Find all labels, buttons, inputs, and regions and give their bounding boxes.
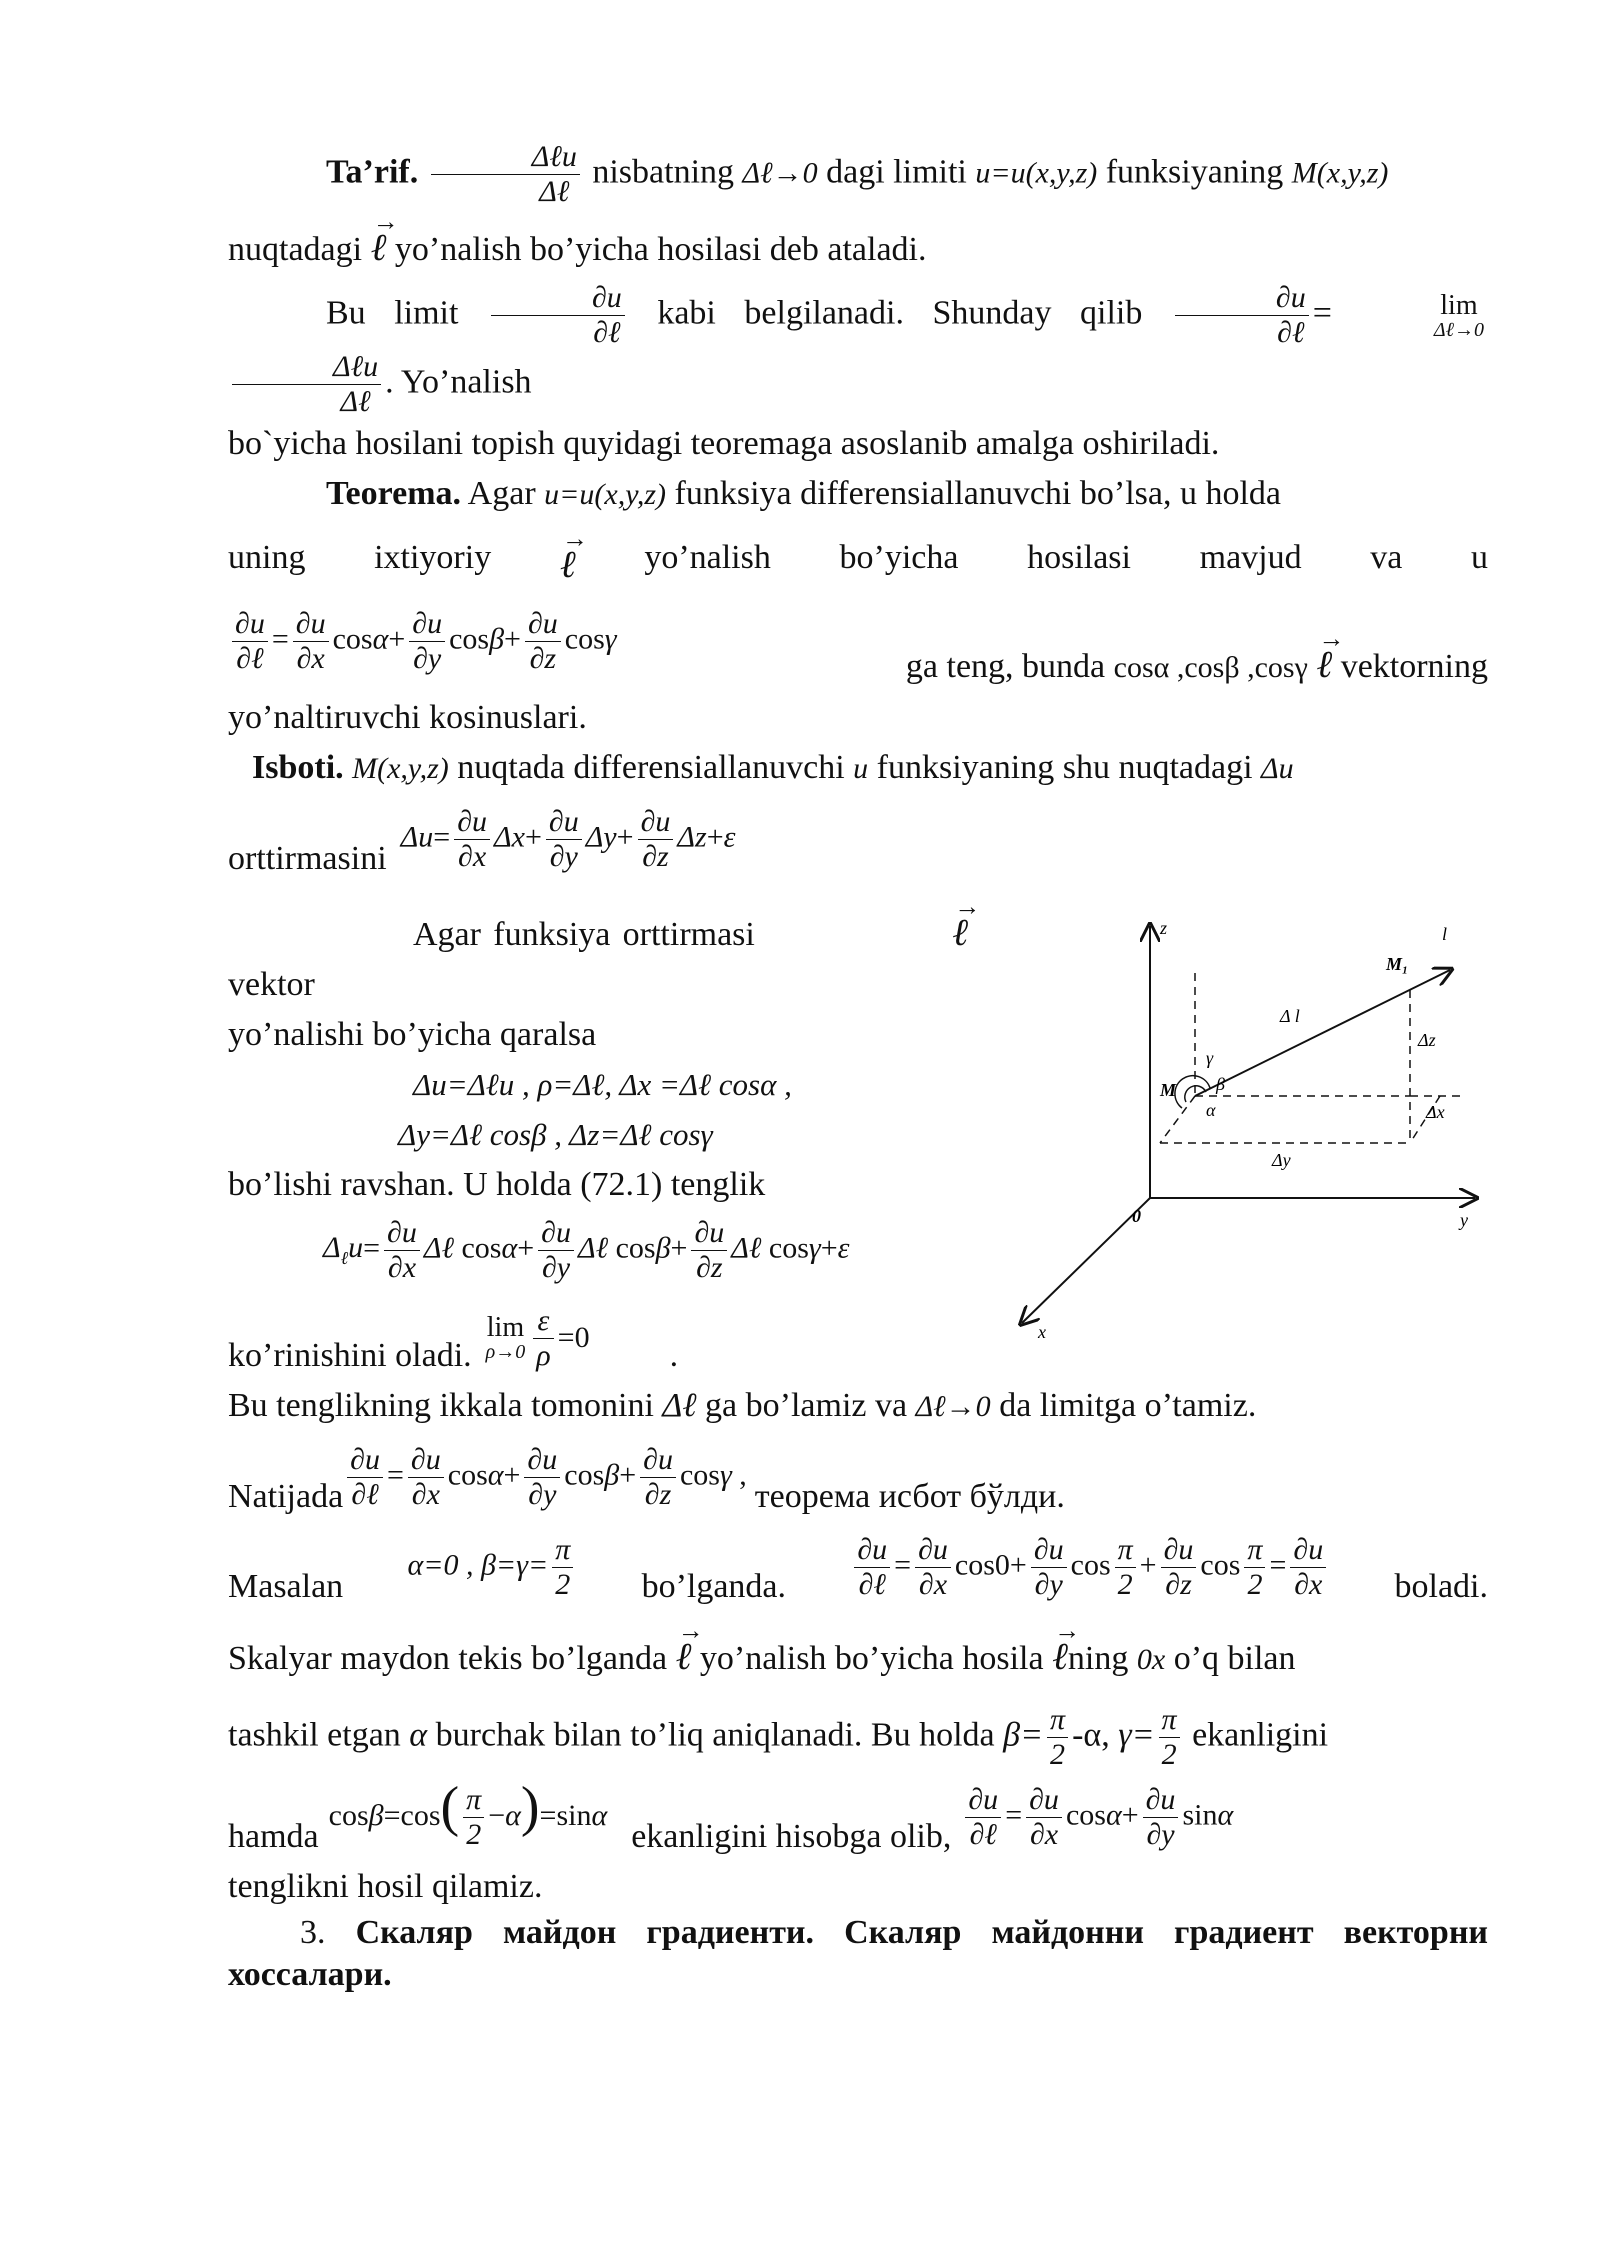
agar-text-4: bo’lishi ravshan. U holda (72.1) tenglik	[228, 1166, 766, 1203]
agar-eq-2: Δy=Δℓ cosβ , Δz=Δℓ cosγ	[398, 1117, 713, 1152]
alpha-label: α	[1206, 1100, 1216, 1120]
tarif-line-2	[228, 209, 1488, 275]
bu-limit-paragraph: Bu limit $\frac{\partial u}{\text{∂ℓ}}$ kabi belgilanadi. Shunday qilib $\frac{\partial u}{\text{∂ℓ}}$ = lim Δℓ→0 $\frac{\text{Δℓu}}{\text{Δℓ}}$ . Yo’nalish	[228, 281, 1488, 419]
teorema-formula-line	[228, 590, 1488, 693]
bu-text-2: ga bo’lamiz va	[705, 1387, 908, 1424]
word-yonalish: yo’nalish	[644, 539, 771, 576]
isboti-u: u	[853, 752, 869, 785]
isboti-point: M(x,y,z)	[352, 752, 449, 785]
skalyar-text-9: ekanligini hisobga olib,	[631, 1818, 952, 1855]
bu-tenglik-paragraph	[228, 1381, 1488, 1432]
teorema-text-2: funksiya differensiallanuvchi bo’lsa, u holda	[674, 475, 1282, 512]
teorema-line-4	[228, 693, 1488, 743]
bu-limit-text-4: bo`yicha hosilani topish quyidagi teoremaga asoslanib amalga oshiriladi.	[228, 425, 1220, 462]
z-label: z	[1160, 918, 1168, 938]
ratio-fraction: $\frac{\text{Δℓu}}{\text{Δℓ}}$	[431, 140, 580, 209]
skalyar-text-7: -α,	[1072, 1716, 1110, 1754]
tarif-paragraph	[228, 140, 1488, 209]
direction-figure	[1010, 918, 1480, 1348]
isboti-label: Isboti.	[252, 749, 344, 786]
tarif-label: Ta’rif.	[326, 153, 419, 191]
teorema-text-5: yo’naltiruvchi kosinuslari.	[228, 699, 587, 736]
word-u: u	[1471, 539, 1488, 576]
gamma-symbol: γ=	[1118, 1716, 1155, 1754]
skalyar-line-1	[228, 1618, 1488, 1685]
alpha-symbol: α	[409, 1716, 428, 1754]
bu-text-1: Bu tenglikning ikkala tomonini	[228, 1387, 654, 1424]
dx-label: Δx	[1426, 1102, 1445, 1122]
derivative-fraction: $\frac{\partial u}{\text{∂ℓ}}$	[491, 281, 625, 350]
x-axis	[1022, 1198, 1150, 1323]
teorema-line-2	[228, 526, 1488, 590]
tarif-text-3: funksiyaning	[1105, 153, 1284, 191]
teorema-text-1: Agar	[467, 475, 536, 512]
teorema-text-3: ga teng, bunda	[905, 648, 1106, 685]
bu-cond: Δℓ→0	[915, 1390, 991, 1423]
increment-formula: Δu= $\frac{\partial u}{\partial x}$ Δx+ $\frac{\partial u}{\partial y}$ Δy+ $\frac{\partial u}{\partial z}$ Δz+ε	[400, 804, 736, 873]
limit-symbol: lim Δℓ→0	[1433, 289, 1484, 341]
skalyar-text-4: o’q bilan	[1173, 1640, 1296, 1677]
ratio-fraction-2: $\frac{\text{Δℓu}}{\text{Δℓ}}$	[232, 350, 381, 419]
directional-derivative-formula: $\frac{\partial u}{\text{∂ℓ}}$ = $\frac{\partial u}{\partial x}$ cosα+ $\frac{\partial u}{\partial y}$ cosβ+ $\frac{\partial u}{\partial z}$ cosγ	[228, 607, 617, 676]
isboti-du: Δu	[1261, 752, 1294, 785]
section-number: 3.	[300, 1914, 326, 1951]
tarif-text-2: dagi limiti	[826, 153, 967, 191]
result-formula: $\frac{\partial u}{\text{∂ℓ}}$ = $\frac{\partial u}{\partial x}$ cosα+ $\frac{\partial u}{\partial y}$ cosβ+ $\frac{\partial u}{\partial z}$ cosγ ,	[343, 1443, 747, 1512]
limit-condition: Δℓ→0	[742, 156, 818, 190]
dy-label: Δy	[1272, 1150, 1291, 1170]
agar-eq-1: Δu=Δℓu , ρ=Δℓ, Δx =Δℓ cosα ,	[413, 1067, 792, 1102]
l-vector-symbol: → ℓ	[1316, 626, 1332, 690]
bu-dl: Δℓ	[662, 1387, 697, 1424]
skalyar-text-1: Skalyar maydon tekis bo’lganda	[228, 1640, 668, 1677]
word-ixtiyoriy: ixtiyoriy	[374, 539, 492, 576]
tarif-text-5: yo’nalish bo’yicha hosilasi deb ataladi.	[394, 231, 927, 268]
masalan-formula: $\frac{\partial u}{\text{∂ℓ}}$ = $\frac{\partial u}{\partial x}$ cos0+ $\frac{\partial u}{\partial y}$ cos $\frac{\pi}{2}$ + $\frac{\partial u}{\partial z}$ cos $\frac{\pi}{2}$ = $\frac{\partial u}{\partial x}$	[850, 1533, 1330, 1602]
bu-limit-text-1: Bu limit	[326, 294, 459, 332]
point-expr: M(x,y,z)	[1291, 156, 1389, 190]
axis-label: 0x	[1136, 1643, 1166, 1676]
l-vector-symbol: → ℓ	[371, 209, 387, 273]
skalyar-line-2: tashkil etgan α burchak bilan to’liq aniqlanadi. Bu holda β= $\frac{\pi}{2}$ -α, γ= $\frac{\pi}{2}$ ekanligini	[228, 1703, 1329, 1771]
hamda-label: hamda	[228, 1818, 319, 1855]
planar-formula: $\frac{\partial u}{\text{∂ℓ}}$ = $\frac{\partial u}{\partial x}$ cosα+ $\frac{\partial u}{\partial y}$ sinα	[961, 1783, 1233, 1852]
tarif-text-4: nuqtadagi	[228, 231, 363, 268]
agar-text-1: Agar funksiya orttirmasi	[413, 916, 755, 953]
l-label: l	[1442, 924, 1448, 944]
skalyar-text-8: ekanligini	[1192, 1716, 1329, 1754]
agar-text-3: yo’nalishi bo’yicha qaralsa	[228, 1016, 597, 1053]
function-expr: u=u(x,y,z)	[975, 156, 1098, 190]
bu-text-3: da limitga o’tamiz.	[999, 1387, 1257, 1424]
natijada-line	[228, 1432, 1488, 1522]
l-vector-symbol: → ℓ	[560, 526, 576, 590]
isboti-text-3: orttirmasini	[228, 840, 387, 877]
beta-label: β	[1216, 1074, 1225, 1094]
isboti-paragraph	[228, 743, 1488, 794]
increment-line	[228, 794, 1488, 884]
limit-symbol: lim ρ→0	[485, 1312, 526, 1363]
dl-label: Δ l	[1280, 1006, 1300, 1026]
l-vector-symbol: → ℓ	[676, 1618, 692, 1682]
section-heading	[228, 1912, 1488, 1996]
skalyar-text-3: ning	[1067, 1640, 1129, 1677]
masalan-line	[228, 1522, 1488, 1612]
word-mavjud: mavjud	[1199, 539, 1302, 576]
masalan-text-2: boladi.	[1394, 1568, 1488, 1605]
natijada-label: Natijada	[228, 1478, 344, 1515]
isboti-text-2: funksiyaning shu nuqtadagi	[876, 749, 1253, 786]
agar-text-2: vektor	[228, 966, 315, 1003]
origin-label: 0	[1132, 1206, 1141, 1226]
y-label: y	[1460, 1210, 1468, 1230]
teorema-formula-tail	[906, 626, 1488, 693]
m-label: M	[1160, 1080, 1177, 1100]
skalyar-text-5: tashkil etgan	[228, 1716, 401, 1754]
teorema-text-4: vektorning	[1340, 648, 1488, 685]
bu-limit-text-2: kabi belgilanadi. Shunday qilib	[657, 294, 1143, 332]
beta-symbol: β=	[1003, 1716, 1044, 1754]
agar-line-3	[228, 1160, 968, 1210]
agar-text-5: ko’rinishini oladi.	[228, 1337, 472, 1374]
l-vector-symbol: → ℓ	[767, 894, 968, 958]
section-title: Скаляр майдон градиенти. Скаляр майдонни градиент векторни хоссалари.	[228, 1914, 1489, 1993]
direction-cosines: cosα ,cosβ ,cosγ	[1113, 651, 1308, 684]
cos-beta-formula: cosβ=cos( $\frac{\pi}{2}$ −α)=sinα	[328, 1775, 608, 1852]
isboti-text-1: nuqtada differensiallanuvchi	[457, 749, 845, 786]
derivative-fraction-2: $\frac{\partial u}{\text{∂ℓ}}$	[1175, 281, 1309, 350]
gamma-label: γ	[1206, 1048, 1214, 1068]
x-label: x	[1038, 1322, 1046, 1342]
agar-block	[228, 894, 968, 1381]
word-boyicha: bo’yicha	[839, 539, 959, 576]
skalyar-text-6: burchak bilan to’liq aniqlanadi. Bu holda	[435, 1716, 995, 1754]
l-direction-line	[1195, 970, 1450, 1096]
tarif-text-1: nisbatning	[592, 153, 735, 191]
m1-label: M₁	[1386, 954, 1409, 974]
agar-limit-line: ko’rinishini oladi. lim ρ→0 $\frac{\varepsilon}{\rho}$ =0 .	[228, 1295, 968, 1381]
agar-line-1	[228, 894, 968, 1010]
teorema-function: u=u(x,y,z)	[544, 478, 667, 511]
skalyar-line-4	[228, 1862, 1488, 1912]
l-vector-symbol: → ℓ	[1052, 1618, 1068, 1682]
teorema-paragraph	[228, 469, 1488, 520]
teorema-label: Teorema.	[326, 475, 462, 512]
masalan-condition: α=0 , β=γ= $\frac{\pi}{2}$	[407, 1533, 577, 1602]
dz-label: Δz	[1418, 1030, 1436, 1050]
masalan-label: Masalan	[228, 1568, 344, 1605]
hamda-line	[228, 1772, 1488, 1862]
skalyar-text-2: yo’nalish bo’yicha hosila	[699, 1640, 1044, 1677]
masalan-text-1: bo’lganda.	[641, 1568, 787, 1605]
natijada-text: теорема исбот бўлди.	[754, 1478, 1065, 1515]
word-va: va	[1370, 539, 1403, 576]
bu-limit-line-2	[228, 419, 1488, 469]
word-hosilasi: hosilasi	[1027, 539, 1131, 576]
skalyar-text-10: tenglikni hosil qilamiz.	[228, 1868, 543, 1905]
agar-line-2	[228, 1010, 968, 1060]
word-uning: uning	[228, 539, 306, 576]
expanded-increment-formula: $\Delta_\ell u=$ $\frac{\partial u}{\partial x}$ Δℓ cosα+ $\frac{\partial u}{\partial y}$ Δℓ cosβ+ $\frac{\partial u}{\partial z}$ Δℓ cosγ+ε	[323, 1216, 850, 1284]
bu-limit-text-3: Yo’nalish	[400, 363, 532, 401]
